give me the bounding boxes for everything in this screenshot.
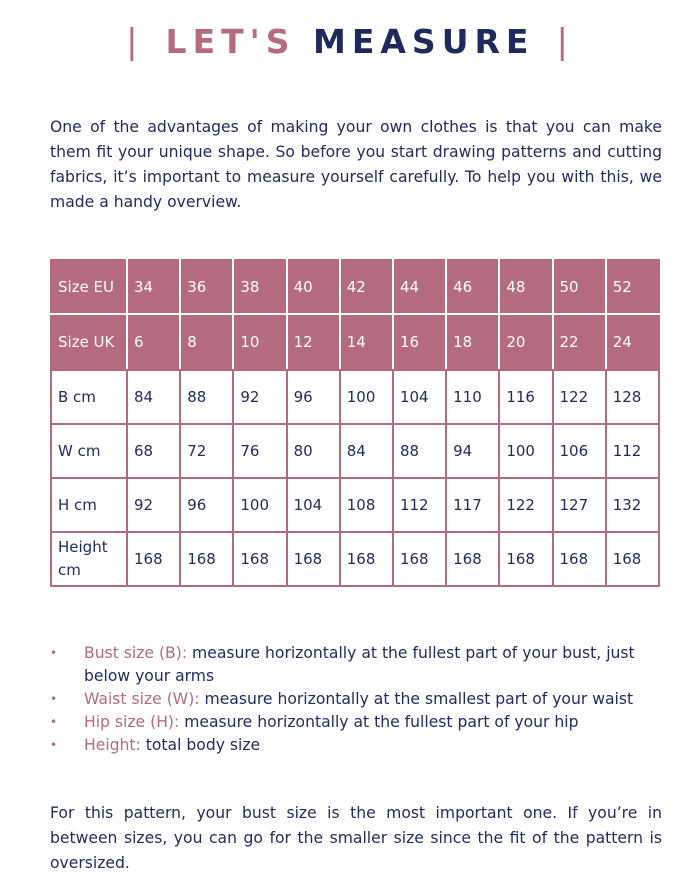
intro-paragraph: One of the advantages of making your own clothes is that you can make them fit your unique shape. So before you start drawing patterns and cutting fabrics, it’s important to measure yourself carefully. To help you with this, we made a handy overview. — [50, 118, 662, 211]
table-cell: 44 — [393, 260, 446, 314]
table-cell: 22 — [553, 314, 606, 370]
row-label: Size EU — [51, 260, 127, 314]
table-cell: 20 — [499, 314, 552, 370]
table-cell: 104 — [393, 370, 446, 424]
size-chart-table — [50, 259, 660, 587]
table-cell: 168 — [287, 532, 340, 586]
table-cell: 104 — [287, 478, 340, 532]
table-cell: 52 — [606, 260, 659, 314]
table-cell: 168 — [340, 532, 393, 586]
table-cell: 100 — [340, 370, 393, 424]
table-cell: 88 — [180, 370, 233, 424]
table-cell: 168 — [446, 532, 499, 586]
table-cell: 50 — [553, 260, 606, 314]
outro-paragraph: For this pattern, your bust size is the most important one. If you’re in between sizes, you can go for the smaller size since the fit of the pattern is oversized. — [50, 804, 662, 872]
title-bar-right: | — [556, 22, 574, 62]
table-row — [51, 314, 659, 370]
table-cell: 36 — [180, 260, 233, 314]
table-cell: 132 — [606, 478, 659, 532]
table-cell: 122 — [553, 370, 606, 424]
bullet-icon: • — [50, 715, 58, 729]
table-cell: 100 — [233, 478, 286, 532]
definition-text: measure horizontally at the smallest part of your waist — [199, 690, 634, 708]
table-cell: 88 — [393, 424, 446, 478]
table-cell: 40 — [287, 260, 340, 314]
row-label: B cm — [51, 370, 127, 424]
table-cell: 96 — [180, 478, 233, 532]
bullet-icon: • — [50, 692, 58, 706]
table-cell: 92 — [233, 370, 286, 424]
table-cell: 38 — [233, 260, 286, 314]
table-cell: 116 — [499, 370, 552, 424]
table-cell: 46 — [446, 260, 499, 314]
table-cell: 100 — [499, 424, 552, 478]
definition-term: Height: — [84, 736, 141, 754]
table-cell: 168 — [499, 532, 552, 586]
table-cell: 168 — [180, 532, 233, 586]
table-cell: 18 — [446, 314, 499, 370]
row-label: Height cm — [51, 532, 127, 586]
table-cell: 84 — [340, 424, 393, 478]
table-cell: 12 — [287, 314, 340, 370]
table-cell: 112 — [606, 424, 659, 478]
table-cell: 92 — [127, 478, 180, 532]
table-cell: 34 — [127, 260, 180, 314]
table-row — [51, 532, 659, 586]
list-item — [50, 734, 670, 757]
table-cell: 168 — [127, 532, 180, 586]
table-row — [51, 478, 659, 532]
table-row — [51, 424, 659, 478]
table-row — [51, 370, 659, 424]
table-row — [51, 260, 659, 314]
table-cell: 110 — [446, 370, 499, 424]
table-cell: 117 — [446, 478, 499, 532]
definition-term: Hip size (H): — [84, 713, 180, 731]
definition-text: measure horizontally at the fullest part of your bust, just below your arms — [84, 644, 635, 685]
table-cell: 106 — [553, 424, 606, 478]
table-cell: 84 — [127, 370, 180, 424]
definition-text: total body size — [140, 736, 261, 754]
table-cell: 42 — [340, 260, 393, 314]
table-cell: 14 — [340, 314, 393, 370]
row-label: H cm — [51, 478, 127, 532]
row-label: Size UK — [51, 314, 127, 370]
table-cell: 68 — [127, 424, 180, 478]
table-cell: 96 — [287, 370, 340, 424]
table-cell: 76 — [233, 424, 286, 478]
table-cell: 16 — [393, 314, 446, 370]
table-cell: 168 — [393, 532, 446, 586]
table-cell: 10 — [233, 314, 286, 370]
table-cell: 8 — [180, 314, 233, 370]
title-lets: LET'S — [165, 22, 296, 61]
measurement-definitions — [50, 642, 670, 757]
list-item — [50, 642, 670, 688]
table-cell: 127 — [553, 478, 606, 532]
title-measure: MEASURE — [313, 22, 535, 61]
definition-term: Bust size (B): — [84, 644, 188, 662]
table-cell: 94 — [446, 424, 499, 478]
table-cell: 128 — [606, 370, 659, 424]
bullet-icon: • — [50, 738, 58, 752]
table-cell: 168 — [606, 532, 659, 586]
page-title — [0, 22, 700, 62]
table-cell: 108 — [340, 478, 393, 532]
table-cell: 122 — [499, 478, 552, 532]
table-cell: 6 — [127, 314, 180, 370]
definition-term: Waist size (W): — [84, 690, 200, 708]
table-cell: 24 — [606, 314, 659, 370]
table-cell: 48 — [499, 260, 552, 314]
table-cell: 168 — [553, 532, 606, 586]
title-bar-left: | — [126, 22, 144, 62]
row-label: W cm — [51, 424, 127, 478]
table-cell: 72 — [180, 424, 233, 478]
list-item — [50, 711, 670, 734]
definition-text: measure horizontally at the fullest part of your hip — [179, 713, 579, 731]
table-cell: 80 — [287, 424, 340, 478]
table-cell: 112 — [393, 478, 446, 532]
bullet-icon: • — [50, 646, 58, 660]
table-cell: 168 — [233, 532, 286, 586]
list-item — [50, 688, 670, 711]
